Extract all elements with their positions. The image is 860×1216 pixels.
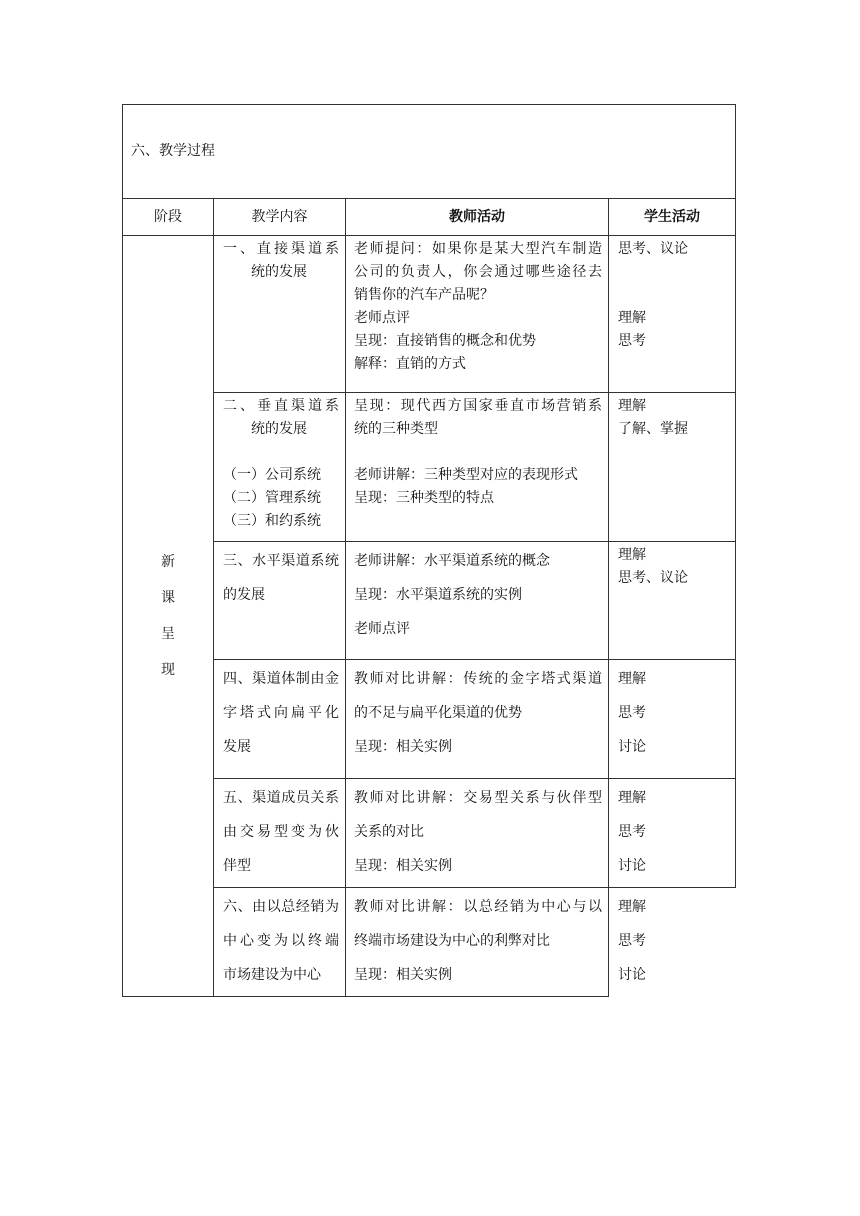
header-student: 学生活动 [609,199,736,236]
content-line: 发展 [223,739,251,755]
student-line: 讨论 [618,739,646,755]
student-line: 讨论 [618,967,646,983]
content-line: （二）管理系统 [223,490,321,506]
content-line: 统的发展 [251,264,307,280]
content-cell [214,660,346,779]
teacher-line: 终端市场建设为中心的利弊对比 [354,933,550,949]
student-line: 理解 [618,547,646,563]
student-cell [609,542,736,660]
student-line: 思考、议论 [618,570,688,586]
stage-char: 现 [161,662,175,678]
content-line: 由交易型变为伙 [223,824,339,840]
student-line: 思考 [618,824,646,840]
teacher-line: 公司的负责人，你会通过哪些途径去 [354,264,602,280]
stage-char: 课 [161,590,175,606]
student-line: 思考 [618,933,646,949]
teacher-line: 呈现：三种类型的特点 [354,490,494,506]
content-line: 字塔式向扁平化 [223,705,339,721]
teacher-line: 老师讲解：三种类型对应的表现形式 [354,467,578,483]
content-line: 市场建设为中心 [223,967,321,983]
teacher-line: 教师对比讲解：传统的金字塔式渠道 [354,671,602,687]
student-line: 理解 [618,671,646,687]
student-line: 理解 [618,790,646,806]
teacher-line: 呈现：相关实例 [354,858,452,874]
table-row [123,393,736,542]
content-line: 一、直接渠道系 [223,241,339,257]
content-line: 五、渠道成员关系 [223,790,339,806]
student-line: 思考、议论 [618,241,688,257]
content-line: 的发展 [223,587,265,603]
student-line: 理解 [618,899,646,915]
student-cell [609,779,736,888]
teacher-line: 老师点评 [354,310,410,326]
teacher-line: 老师点评 [354,621,410,637]
student-line: 思考 [618,705,646,721]
student-line: 了解、掌握 [618,421,688,437]
student-cell [609,236,736,393]
content-cell [214,779,346,888]
teacher-line: 关系的对比 [354,824,424,840]
teacher-line: 解释：直销的方式 [354,356,466,372]
table-row [123,888,736,997]
student-line: 理解 [618,398,646,414]
stage-char: 新 [161,554,175,570]
teacher-line: 呈现：相关实例 [354,967,452,983]
teacher-line: 老师讲解：水平渠道系统的概念 [354,553,550,569]
content-line: 中心变为以终端 [223,933,339,949]
table-row [123,542,736,660]
content-cell [214,888,346,997]
teacher-line: 教师对比讲解：交易型关系与伙伴型 [354,790,602,806]
teacher-line: 的不足与扁平化渠道的优势 [354,705,522,721]
student-line: 讨论 [618,858,646,874]
teacher-line: 教师对比讲解：以总经销为中心与以 [354,899,602,915]
content-cell [214,393,346,542]
content-line: 二、垂直渠道系 [223,398,339,414]
content-line: （一）公司系统 [223,467,321,483]
content-line: 三、水平渠道系统 [223,553,339,569]
teacher-cell [346,236,609,393]
student-line: 理解 [618,310,646,326]
table-row [123,779,736,888]
section-title: 六、教学过程 [123,105,736,199]
teacher-line: 呈现：相关实例 [354,739,452,755]
student-cell [609,393,736,542]
student-line: 思考 [618,333,646,349]
teacher-cell [346,888,609,997]
table-row [123,660,736,779]
content-cell [214,236,346,393]
content-cell [214,542,346,660]
teacher-line: 呈现：现代西方国家垂直市场营销系 [354,398,602,414]
student-cell [609,888,736,997]
table-header-row [123,199,736,236]
header-teacher: 教师活动 [346,199,609,236]
student-cell [609,660,736,779]
content-line: 四、渠道体制由金 [223,671,339,687]
teacher-line: 销售你的汽车产品呢？ [354,287,494,303]
teacher-line: 老师提问：如果你是某大型汽车制造 [354,241,602,257]
teaching-process-table [122,104,736,997]
teacher-cell [346,542,609,660]
content-line: 统的发展 [251,421,307,437]
teacher-cell [346,779,609,888]
stage-char: 呈 [161,626,175,642]
content-line: 伴型 [223,858,251,874]
teacher-line: 呈现：水平渠道系统的实例 [354,587,522,603]
table-row [123,236,736,393]
teacher-cell [346,393,609,542]
stage-cell [123,236,214,997]
content-line: （三）和约系统 [223,513,321,529]
content-line: 六、由以总经销为 [223,899,339,915]
header-stage: 阶段 [123,199,214,236]
teacher-line: 统的三种类型 [354,421,438,437]
teacher-line: 呈现：直接销售的概念和优势 [354,333,536,349]
header-content: 教学内容 [214,199,346,236]
teacher-cell [346,660,609,779]
